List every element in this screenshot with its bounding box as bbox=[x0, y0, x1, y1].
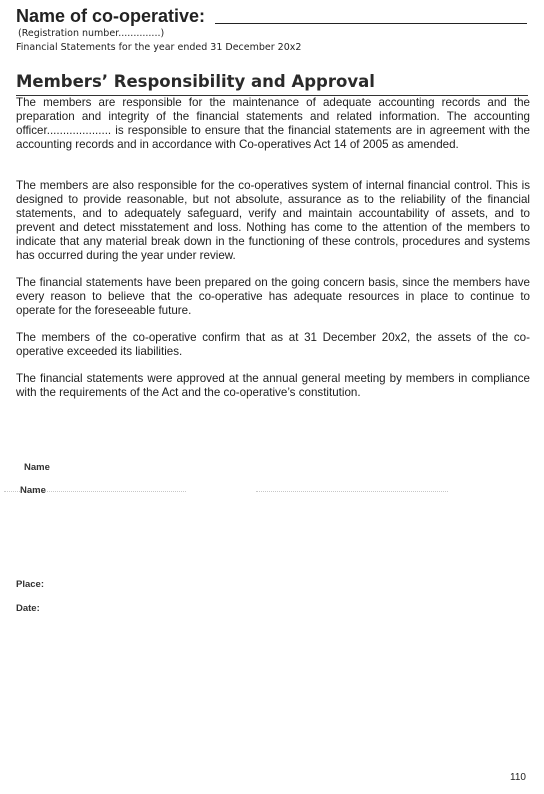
paragraph-assets-liabilities: The members of the co-operative confirm that as at 31 December 20x2, the assets of the co-operative exceeded its liabilities. bbox=[16, 331, 530, 358]
financial-statements-period: Financial Statements for the year ended 31 December 20x2 bbox=[16, 42, 302, 53]
paragraph-approval: The financial statements were approved at the annual general meeting by members in compliance with the requirements of the Act and the co-operative’s constitution. bbox=[16, 372, 530, 399]
cooperative-name-blank-line bbox=[215, 23, 527, 24]
paragraph-internal-control: The members are also responsible for the co-operatives system of internal financial control. This is designed to provide reasonable, but not absolute, assurance as to the reliability of the financial statements, and to adequately safeguard, verify and maintain accountability of assets, and to prevent and detect misstatement and loss. Nothing has come to the attention of the members to indicate that any material break down in the functioning of these controls, procedures and systems has occurred during the year under review. bbox=[16, 179, 530, 262]
paragraph-accounting-records: The members are responsible for the maintenance of adequate accounting records and the preparation and integrity of the financial statements and related information. The accounting officer.................... is responsible to ensure that the financial statements are in agreement with the accounting records and in accordance with Co-operatives Act 14 of 2005 as amended. bbox=[16, 96, 530, 151]
signature-line-right bbox=[256, 491, 448, 492]
place-label: Place: bbox=[16, 579, 44, 590]
page-number: 110 bbox=[510, 772, 526, 783]
date-label: Date: bbox=[16, 603, 40, 614]
signatory-name-label-second: Name bbox=[20, 485, 46, 496]
cooperative-name-label: Name of co-operative: bbox=[16, 6, 206, 26]
section-heading: Members’ Responsibility and Approval bbox=[16, 72, 375, 91]
signatory-name-label: Name bbox=[24, 462, 50, 473]
paragraph-going-concern: The financial statements have been prepared on the going concern basis, since the members have every reason to believe that the co-operative has adequate resources in place to continue to operate for the foreseeable future. bbox=[16, 276, 530, 317]
registration-number: (Registration number..............) bbox=[18, 28, 165, 39]
